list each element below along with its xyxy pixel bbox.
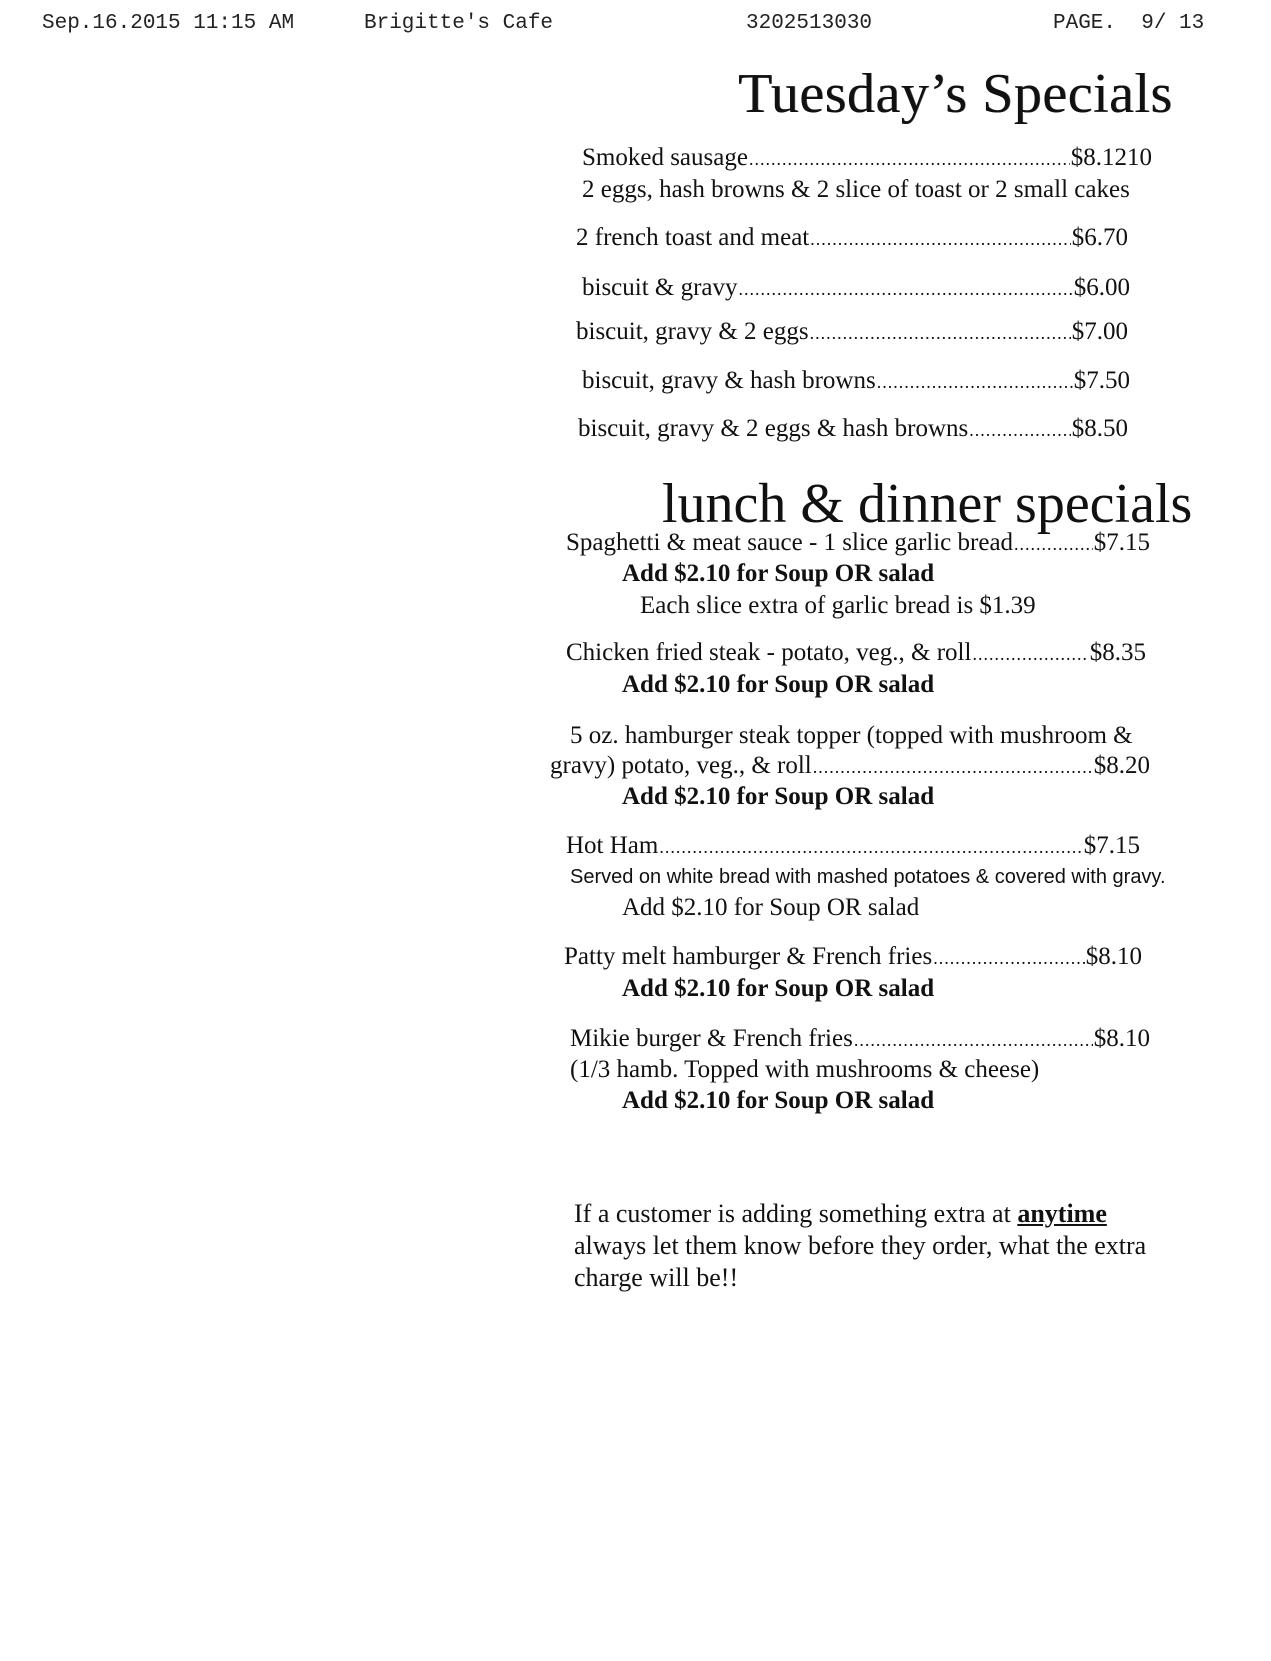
addon-note: Add $2.10 for Soup OR salad bbox=[622, 671, 935, 698]
item-name: Patty melt hamburger & French fries bbox=[564, 943, 933, 970]
item-price: $7.15 bbox=[1093, 529, 1150, 556]
item-price: $8.50 bbox=[1071, 415, 1128, 442]
addon-note: Add $2.10 for Soup OR salad bbox=[622, 1087, 935, 1114]
item-extra: Each slice extra of garlic bread is $1.39 bbox=[640, 592, 1036, 619]
item-name: Hot Ham bbox=[566, 832, 659, 859]
item-name: biscuit, gravy & hash browns bbox=[582, 367, 876, 394]
menu-item bbox=[570, 1025, 1150, 1053]
item-price: $7.15 bbox=[1083, 832, 1140, 859]
staff-notice bbox=[574, 1198, 1174, 1294]
leader-dots bbox=[813, 757, 1093, 778]
item-price: $8.10 bbox=[1085, 943, 1142, 970]
item-price: $8.20 bbox=[1093, 752, 1150, 779]
item-description: Served on white bread with mashed potatoes & covered with gravy. bbox=[570, 866, 1166, 888]
leader-dots bbox=[1014, 534, 1093, 555]
leader-dots bbox=[969, 420, 1071, 441]
item-price: $8.35 bbox=[1089, 639, 1146, 666]
breakfast-title: Tuesday’s Specials bbox=[738, 63, 1173, 125]
fax-phone: 3202513030 bbox=[746, 12, 873, 35]
leader-dots bbox=[659, 837, 1082, 858]
item-price: $8.1210 bbox=[1070, 144, 1152, 171]
notice-text: always let them know before they order, what the extra charge will be!! bbox=[574, 1231, 1147, 1292]
addon-note: Add $2.10 for Soup OR salad bbox=[622, 975, 935, 1002]
menu-item bbox=[582, 274, 1130, 302]
menu-item bbox=[566, 529, 1150, 557]
fax-datetime: Sep.16.2015 11:15 AM bbox=[42, 12, 295, 35]
item-name-line: 5 oz. hamburger steak topper (topped with mushroom & bbox=[570, 722, 1133, 749]
leader-dots bbox=[810, 323, 1071, 344]
addon-note: Add $2.10 for Soup OR salad bbox=[622, 560, 935, 587]
leader-dots bbox=[972, 644, 1088, 665]
item-name: biscuit, gravy & 2 eggs bbox=[576, 318, 809, 345]
menu-item bbox=[576, 318, 1128, 346]
item-name: biscuit, gravy & 2 eggs & hash browns bbox=[578, 415, 969, 442]
menu-item bbox=[578, 415, 1128, 443]
notice-text: If a customer is adding something extra at bbox=[574, 1199, 1018, 1228]
leader-dots bbox=[739, 279, 1073, 300]
menu-item bbox=[566, 832, 1140, 860]
item-name: Smoked sausage bbox=[582, 144, 748, 171]
item-price: $6.00 bbox=[1073, 274, 1130, 301]
menu-item bbox=[566, 639, 1146, 667]
item-name: biscuit & gravy bbox=[582, 274, 738, 301]
leader-dots bbox=[749, 149, 1070, 170]
item-description: (1/3 hamb. Topped with mushrooms & cheese) bbox=[570, 1056, 1040, 1083]
menu-sheet bbox=[550, 62, 1240, 1522]
fax-sender: Brigitte's Cafe bbox=[364, 12, 554, 35]
leader-dots bbox=[810, 229, 1071, 250]
item-price: $7.50 bbox=[1073, 367, 1130, 394]
leader-dots bbox=[854, 1030, 1093, 1051]
menu-item bbox=[582, 367, 1130, 395]
menu-item bbox=[582, 144, 1152, 172]
addon-note: Add $2.10 for Soup OR salad bbox=[622, 894, 920, 921]
item-price: $7.00 bbox=[1071, 318, 1128, 345]
menu-item bbox=[564, 943, 1142, 971]
item-name: 2 french toast and meat bbox=[576, 224, 810, 251]
item-price: $8.10 bbox=[1093, 1025, 1150, 1052]
leader-dots bbox=[933, 948, 1085, 969]
fax-page-number: PAGE. 9/ 13 bbox=[1053, 12, 1205, 35]
item-name: Chicken fried steak - potato, veg., & roll bbox=[566, 639, 972, 666]
addon-note: Add $2.10 for Soup OR salad bbox=[622, 783, 935, 810]
item-name: Mikie burger & French fries bbox=[570, 1025, 853, 1052]
menu-item bbox=[576, 224, 1128, 252]
lunch-title: lunch & dinner specials bbox=[662, 473, 1193, 535]
menu-item bbox=[550, 752, 1150, 780]
item-description: 2 eggs, hash browns & 2 slice of toast or 2 small cakes bbox=[582, 176, 1130, 203]
fax-header bbox=[0, 12, 1271, 42]
item-name: Spaghetti & meat sauce - 1 slice garlic bread bbox=[566, 529, 1014, 556]
item-name: gravy) potato, veg., & roll bbox=[550, 752, 812, 779]
item-price: $6.70 bbox=[1071, 224, 1128, 251]
notice-emphasis: anytime bbox=[1017, 1199, 1107, 1228]
leader-dots bbox=[877, 372, 1073, 393]
